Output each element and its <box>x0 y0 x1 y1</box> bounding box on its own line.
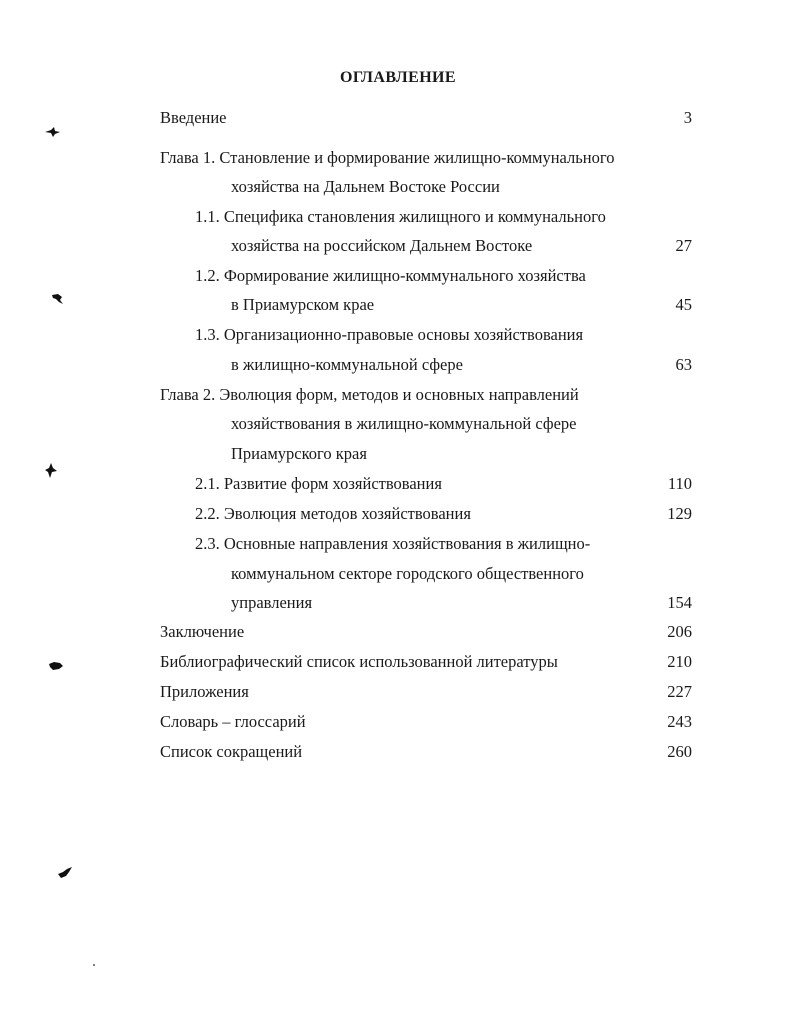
toc-entry-label: Библиографический список использованной литературы <box>160 652 558 671</box>
toc-page-number: 45 <box>675 295 692 314</box>
toc-page-number: 27 <box>675 236 692 255</box>
toc-entry-label: Список сокращений <box>160 742 303 761</box>
toc-page-number: 210 <box>667 652 692 671</box>
toc-page-number: 3 <box>683 108 692 127</box>
toc-heading: ОГЛАВЛЕНИЕ <box>340 69 456 86</box>
section-title-line: 2.1. Развитие форм хозяйствования <box>195 474 442 493</box>
section-title-line: 2.3. Основные направления хозяйствования в жилищно- <box>195 534 591 553</box>
toc-page-number: 63 <box>675 355 692 374</box>
toc-page-number: 129 <box>667 504 692 523</box>
section-title-line: 1.1. Специфика становления жилищного и коммунального <box>195 207 606 226</box>
toc-entry-label: Приложения <box>160 682 249 701</box>
section-title-line: коммунальном секторе городского общественного <box>231 564 584 583</box>
section-title-line: в Приамурском крае <box>231 295 375 314</box>
scan-speck <box>48 660 64 672</box>
toc-entry-label: Словарь – глоссарий <box>160 712 306 731</box>
chapter-title-line: Глава 2. Эволюция форм, методов и основных направлений <box>160 385 579 404</box>
chapter-title-line: хозяйства на Дальнем Востоке России <box>231 177 500 196</box>
chapter-title-line: Глава 1. Становление и формирование жилищно-коммунального <box>160 148 615 167</box>
section-title-line: хозяйства на российском Дальнем Востоке <box>231 236 533 255</box>
section-title-line: в жилищно-коммунальной сфере <box>231 355 463 374</box>
scan-speck <box>50 292 66 306</box>
scan-speck <box>44 462 58 480</box>
toc-page-number: 110 <box>667 474 692 493</box>
toc-page-number: 154 <box>667 593 692 612</box>
section-title-line: управления <box>231 593 313 612</box>
scan-speck <box>56 866 74 880</box>
toc-page-number: 260 <box>667 742 692 761</box>
chapter-title-line: хозяйствования в жилищно-коммунальной сфере <box>231 414 577 433</box>
toc-page-number: 206 <box>667 622 692 641</box>
toc-entry-label: Заключение <box>160 622 245 641</box>
toc-entry-label: Введение <box>160 108 227 127</box>
scan-speck <box>44 126 62 138</box>
section-title-line: 2.2. Эволюция методов хозяйствования <box>195 504 471 523</box>
chapter-title-line: Приамурского края <box>231 444 367 463</box>
scan-speck <box>92 963 96 967</box>
section-title-line: 1.2. Формирование жилищно-коммунального хозяйства <box>195 266 586 285</box>
toc-page-number: 227 <box>667 682 692 701</box>
toc-page-number: 243 <box>667 712 692 731</box>
section-title-line: 1.3. Организационно-правовые основы хозяйствования <box>195 325 584 344</box>
